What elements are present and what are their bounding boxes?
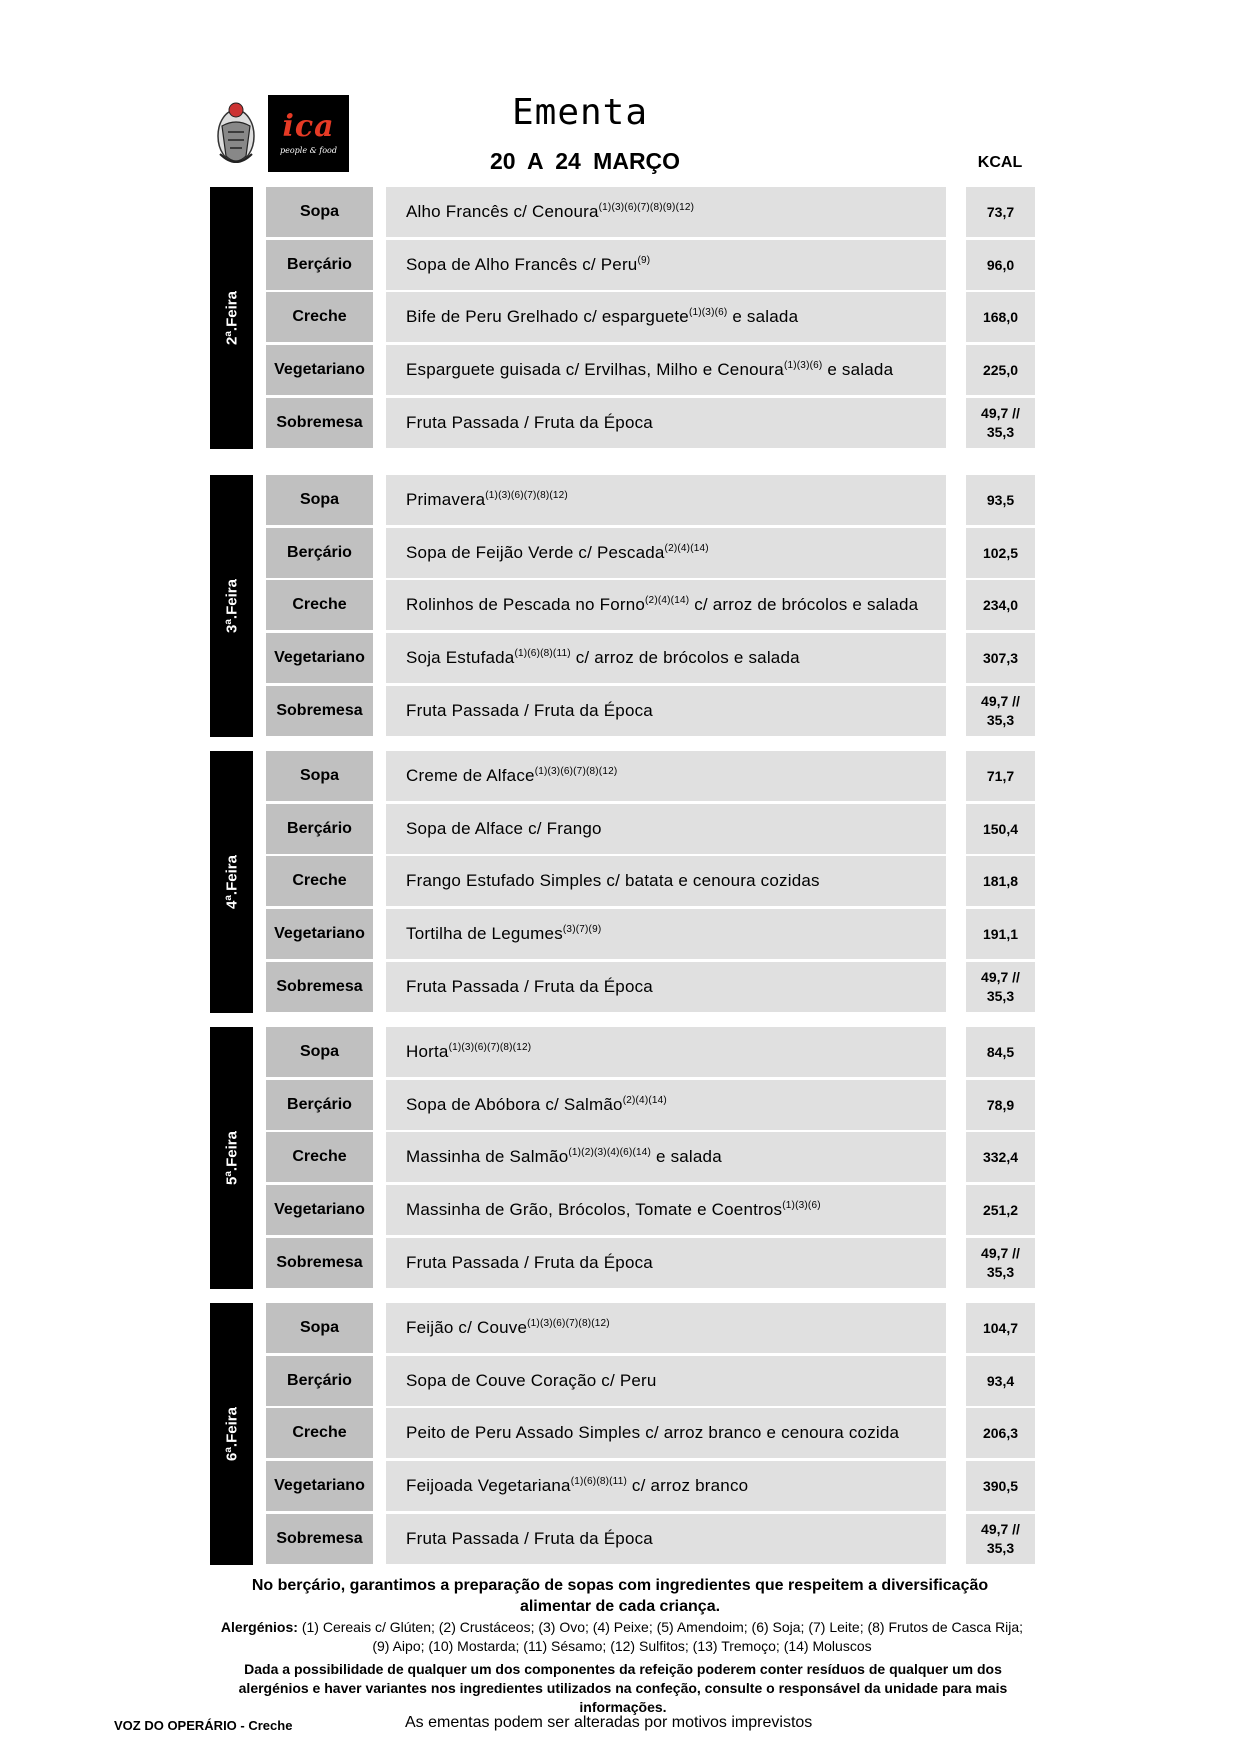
dish-text: c/ arroz de brócolos e salada — [570, 648, 800, 667]
meal-category: Berçário — [266, 804, 373, 854]
meal-category: Sobremesa — [266, 1238, 373, 1288]
kcal-value: 71,7 — [966, 751, 1035, 801]
meal-category: Sobremesa — [266, 398, 373, 448]
dish-text: Alho Francês c/ Cenoura — [406, 202, 599, 221]
meal-category: Vegetariano — [266, 909, 373, 959]
dish-text: Fruta Passada / Fruta da Época — [406, 413, 653, 432]
dish-name — [386, 580, 946, 630]
dish-name — [386, 187, 946, 237]
dish-name — [386, 345, 946, 395]
kcal-value: 181,8 — [966, 856, 1035, 906]
kcal-value: 332,4 — [966, 1132, 1035, 1182]
day-block — [210, 751, 1035, 1013]
menu-row — [266, 187, 1035, 237]
dish-text: Fruta Passada / Fruta da Época — [406, 977, 653, 996]
dish-text: e salada — [727, 307, 799, 326]
meal-category: Berçário — [266, 240, 373, 290]
kcal-column-header: KCAL — [977, 154, 1023, 171]
menu-row — [266, 751, 1035, 801]
menu-row — [266, 528, 1035, 578]
allergen-codes: (1)(3)(6)(7)(8)(12) — [448, 1042, 532, 1053]
dish-text: Esparguete guisada c/ Ervilhas, Milho e Cenoura — [406, 360, 784, 379]
dish-name — [386, 528, 946, 578]
dish-text: Sopa de Couve Coração c/ Peru — [406, 1371, 657, 1390]
kcal-value: 93,4 — [966, 1356, 1035, 1406]
day-label-text: 5ª.Feira — [223, 1131, 240, 1185]
day-block — [210, 1303, 1035, 1565]
kcal-value: 102,5 — [966, 528, 1035, 578]
dish-name — [386, 633, 946, 683]
allergen-codes: (1)(2)(3)(4)(6)(14) — [568, 1147, 652, 1158]
meal-category: Sopa — [266, 187, 373, 237]
day-block — [210, 1027, 1035, 1289]
day-label-text: 2ª.Feira — [223, 291, 240, 345]
dish-text: Primavera — [406, 490, 486, 509]
kcal-value: 49,7 // 35,3 — [966, 398, 1035, 448]
menu-row — [266, 1080, 1035, 1130]
kcal-value: 251,2 — [966, 1185, 1035, 1235]
menu-row — [266, 909, 1035, 959]
dish-text: Rolinhos de Pescada no Forno — [406, 595, 646, 614]
allergen-codes: (1)(3)(6) — [783, 360, 823, 371]
dish-text: Feijoada Vegetariana — [406, 1476, 571, 1495]
dish-text: e salada — [651, 1147, 722, 1166]
kcal-value: 73,7 — [966, 187, 1035, 237]
kcal-value: 168,0 — [966, 292, 1035, 342]
dish-text: Bife de Peru Grelhado c/ esparguete — [406, 307, 689, 326]
dish-text: e salada — [822, 360, 894, 379]
allergen-codes: (2)(4)(14) — [622, 1095, 667, 1106]
dish-name — [386, 398, 946, 448]
dish-name — [386, 909, 946, 959]
kcal-value: 49,7 // 35,3 — [966, 1514, 1035, 1564]
menu-row — [266, 856, 1035, 906]
allergens-legend — [218, 1618, 1026, 1656]
kcal-value: 84,5 — [966, 1027, 1035, 1077]
menu-row — [266, 633, 1035, 683]
dish-name — [386, 1185, 946, 1235]
kcal-value: 49,7 // 35,3 — [966, 962, 1035, 1012]
dish-text: c/ arroz de brócolos e salada — [689, 595, 919, 614]
kcal-value: 96,0 — [966, 240, 1035, 290]
allergens-label: Alergénios: — [220, 1619, 298, 1635]
kcal-value: 390,5 — [966, 1461, 1035, 1511]
menu-row — [266, 962, 1035, 1012]
dish-name — [386, 1514, 946, 1564]
page-title: Ementa — [511, 92, 649, 133]
kcal-value: 49,7 // 35,3 — [966, 686, 1035, 736]
meal-category: Vegetariano — [266, 1185, 373, 1235]
dish-text: Fruta Passada / Fruta da Época — [406, 701, 653, 720]
dish-text: Fruta Passada / Fruta da Época — [406, 1529, 653, 1548]
allergen-codes: (1)(3)(6)(7)(8)(12) — [534, 766, 618, 777]
meal-category: Sobremesa — [266, 686, 373, 736]
dish-name — [386, 751, 946, 801]
allergen-codes: (2)(4)(14) — [664, 543, 709, 554]
menu-row — [266, 1408, 1035, 1458]
dish-name — [386, 240, 946, 290]
day-label — [210, 187, 253, 449]
menu-row — [266, 580, 1035, 630]
allergen-codes: (1)(3)(6) — [782, 1200, 821, 1211]
menu-row — [266, 240, 1035, 290]
allergen-codes: (1)(3)(6)(7)(8)(12) — [527, 1318, 610, 1329]
menu-row — [266, 1514, 1035, 1564]
menu-row — [266, 1027, 1035, 1077]
kcal-value: 234,0 — [966, 580, 1035, 630]
menu-row — [266, 398, 1035, 448]
meal-category: Vegetariano — [266, 633, 373, 683]
allergens-text: (1) Cereais c/ Glúten; (2) Crustáceos; (3) Ovo; (4) Peixe; (5) Amendoim; (6) Soja; (7) Leite; (8) Frutos de Casca Rija; (9) Aipo; (10) Mostarda; (11) Sésamo; (12) Sulfitos; (13) Tremoço; (14) Moluscos — [297, 1619, 1024, 1654]
menu-row — [266, 686, 1035, 736]
day-label-text: 3ª.Feira — [223, 579, 240, 633]
bercario-note: No berçário, garantimos a preparação de sopas com ingredientes que respeitem a diversificação alimentar de cada criança. — [251, 1577, 989, 1615]
allergen-codes: (2)(4)(14) — [645, 595, 690, 606]
menu-row — [266, 292, 1035, 342]
dish-name — [386, 1027, 946, 1077]
day-block — [210, 187, 1035, 449]
dish-text: Horta — [406, 1042, 449, 1061]
menu-row — [266, 345, 1035, 395]
residues-note: Dada a possibilidade de qualquer um dos componentes da refeição poderem conter resíduos de qualquer um dos alergénios e haver variantes nos ingredientes utilizados na confeção, consulte o responsável da unidade para mais informações. — [238, 1661, 1008, 1715]
menu-row — [266, 1185, 1035, 1235]
dish-text: Massinha de Salmão — [406, 1147, 569, 1166]
meal-category: Sobremesa — [266, 962, 373, 1012]
kcal-value: 150,4 — [966, 804, 1035, 854]
kcal-value: 49,7 // 35,3 — [966, 1238, 1035, 1288]
dish-name — [386, 856, 946, 906]
dish-text: Soja Estufada — [406, 648, 515, 667]
dish-name — [386, 1408, 946, 1458]
meal-category: Sopa — [266, 1303, 373, 1353]
menu-row — [266, 804, 1035, 854]
dish-text: Sopa de Abóbora c/ Salmão — [406, 1095, 623, 1114]
dish-name — [386, 1356, 946, 1406]
menu-row — [266, 475, 1035, 525]
meal-category: Sopa — [266, 1027, 373, 1077]
dish-name — [386, 1461, 946, 1511]
dish-text: Peito de Peru Assado Simples c/ arroz branco e cenoura cozida — [406, 1423, 900, 1442]
meal-category: Vegetariano — [266, 1461, 373, 1511]
menu-row — [266, 1132, 1035, 1182]
kcal-value: 307,3 — [966, 633, 1035, 683]
allergen-codes: (1)(6)(8)(11) — [570, 1476, 627, 1487]
ica-logo-tagline: people & food — [279, 146, 337, 155]
meal-category: Sobremesa — [266, 1514, 373, 1564]
changes-note: As ementas podem ser alteradas por motivos imprevistos — [405, 1714, 813, 1731]
day-label — [210, 475, 253, 737]
crest-logo-icon — [212, 96, 260, 170]
dish-name — [386, 1303, 946, 1353]
dish-name — [386, 804, 946, 854]
meal-category: Creche — [266, 292, 373, 342]
day-label — [210, 751, 253, 1013]
meal-category: Berçário — [266, 1080, 373, 1130]
allergen-codes: (1)(3)(6) — [688, 307, 728, 318]
allergen-codes: (3)(7)(9) — [562, 924, 602, 935]
dish-text: Feijão c/ Couve — [406, 1318, 528, 1337]
dish-text: Sopa de Alface c/ Frango — [406, 819, 602, 838]
meal-category: Creche — [266, 580, 373, 630]
dish-name — [386, 962, 946, 1012]
dish-text: Creme de Alface — [406, 766, 535, 785]
menu-row — [266, 1238, 1035, 1288]
dish-name — [386, 1132, 946, 1182]
menu-row — [266, 1303, 1035, 1353]
kcal-value: 225,0 — [966, 345, 1035, 395]
meal-category: Creche — [266, 856, 373, 906]
allergen-codes: (9) — [637, 255, 651, 266]
dish-text: Tortilha de Legumes — [406, 924, 563, 943]
meal-category: Sopa — [266, 475, 373, 525]
dish-text: c/ arroz branco — [627, 1476, 749, 1495]
allergen-codes: (1)(6)(8)(11) — [514, 648, 571, 659]
dish-text: Frango Estufado Simples c/ batata e cenoura cozidas — [406, 871, 820, 890]
dish-text: Massinha de Grão, Brócolos, Tomate e Coentros — [406, 1200, 783, 1219]
day-label — [210, 1027, 253, 1289]
day-label-text: 4ª.Feira — [223, 855, 240, 909]
dish-name — [386, 475, 946, 525]
dish-name — [386, 1080, 946, 1130]
meal-category: Creche — [266, 1408, 373, 1458]
dish-name — [386, 292, 946, 342]
kcal-value: 78,9 — [966, 1080, 1035, 1130]
meal-category: Berçário — [266, 528, 373, 578]
menu-row — [266, 1356, 1035, 1406]
day-label — [210, 1303, 253, 1565]
meal-category: Sopa — [266, 751, 373, 801]
day-label-text: 6ª.Feira — [223, 1407, 240, 1461]
meal-category: Creche — [266, 1132, 373, 1182]
allergen-codes: (1)(3)(6)(7)(8)(9)(12) — [598, 202, 695, 213]
kcal-value: 93,5 — [966, 475, 1035, 525]
unit-name: VOZ DO OPERÁRIO - Creche — [114, 1718, 293, 1733]
dish-text: Sopa de Feijão Verde c/ Pescada — [406, 543, 665, 562]
kcal-value: 191,1 — [966, 909, 1035, 959]
menu-row — [266, 1461, 1035, 1511]
ica-logo — [268, 95, 349, 172]
ica-logo-text: ica — [282, 109, 335, 144]
meal-category: Berçário — [266, 1356, 373, 1406]
meal-category: Vegetariano — [266, 345, 373, 395]
dish-text: Sopa de Alho Francês c/ Peru — [406, 255, 638, 274]
week-dates: 20 A 24 MARÇO — [489, 148, 681, 174]
kcal-value: 104,7 — [966, 1303, 1035, 1353]
dish-text: Fruta Passada / Fruta da Época — [406, 1253, 653, 1272]
allergen-codes: (1)(3)(6)(7)(8)(12) — [485, 490, 568, 501]
dish-name — [386, 686, 946, 736]
kcal-value: 206,3 — [966, 1408, 1035, 1458]
day-block — [210, 475, 1035, 737]
dish-name — [386, 1238, 946, 1288]
